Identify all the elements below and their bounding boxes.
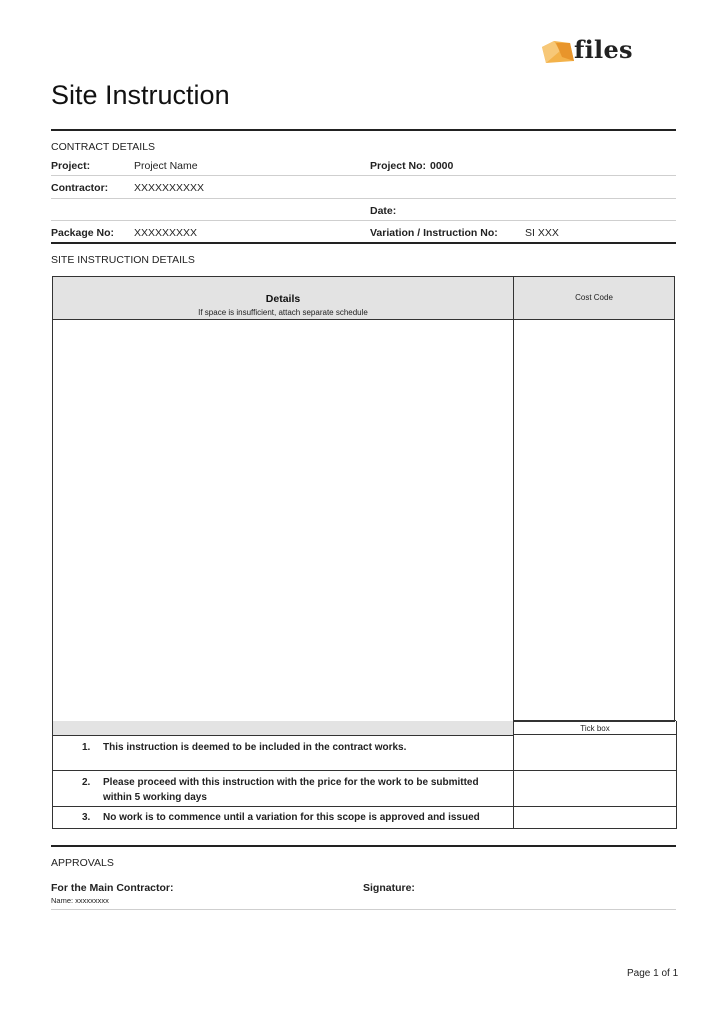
tick-box[interactable] — [514, 736, 676, 771]
main-contractor-label: For the Main Contractor: — [51, 882, 174, 894]
variation-value: SI XXX — [525, 227, 559, 239]
condition-number: 3. — [82, 812, 91, 823]
tick-box-header: Tick box — [580, 724, 610, 733]
divider — [51, 175, 676, 176]
logo-text: files — [574, 35, 633, 64]
details-entry-area[interactable] — [53, 320, 514, 721]
page-number: Page 1 of 1 — [627, 968, 679, 979]
folder-logo-icon — [540, 37, 576, 65]
name-field: Name: xxxxxxxxx — [51, 896, 109, 905]
cost-code-entry-area[interactable] — [514, 320, 674, 721]
conditions-table — [52, 721, 677, 829]
conditions-header-blank — [53, 721, 514, 736]
details-subheader: If space is insufficient, attach separate schedule — [198, 308, 368, 317]
package-label: Package No: — [51, 227, 115, 239]
divider — [51, 845, 676, 847]
project-no-label: Project No: — [370, 160, 427, 172]
variation-label: Variation / Instruction No: — [370, 227, 498, 239]
project-no-value: 0000 — [430, 160, 454, 172]
condition-text: Please proceed with this instruction with the price for the work to be submitted — [103, 777, 479, 788]
cost-code-header-cell — [514, 277, 674, 320]
brand-logo — [540, 35, 650, 67]
condition-row — [53, 807, 514, 828]
details-header: Details — [265, 293, 301, 305]
divider — [51, 220, 676, 221]
contract-details-heading: CONTRACT DETAILS — [51, 141, 156, 153]
details-header-cell — [53, 277, 514, 320]
condition-text: This instruction is deemed to be included in the contract works. — [103, 742, 407, 753]
tick-box[interactable] — [514, 771, 676, 807]
condition-row — [53, 736, 514, 771]
tick-box[interactable] — [514, 807, 676, 828]
instruction-details-heading: SITE INSTRUCTION DETAILS — [51, 254, 195, 266]
condition-text-continued: within 5 working days — [103, 792, 207, 803]
divider — [51, 129, 676, 131]
contractor-value: XXXXXXXXXX — [134, 182, 205, 194]
signature-label: Signature: — [363, 882, 415, 894]
condition-number: 1. — [82, 742, 91, 753]
condition-row — [53, 771, 514, 807]
tick-box-header-cell — [514, 720, 676, 735]
condition-number: 2. — [82, 777, 91, 788]
project-label: Project: — [51, 160, 91, 172]
divider — [51, 909, 676, 910]
condition-text: No work is to commence until a variation for this scope is approved and issued — [103, 812, 480, 823]
cost-code-header: Cost Code — [575, 293, 613, 302]
package-value: XXXXXXXXX — [134, 227, 198, 239]
date-label: Date: — [370, 205, 397, 217]
page-title: Site Instruction — [51, 80, 230, 110]
approvals-heading: APPROVALS — [51, 857, 114, 869]
divider — [51, 198, 676, 199]
details-table — [52, 276, 675, 722]
contractor-label: Contractor: — [51, 182, 109, 194]
divider — [51, 242, 676, 244]
project-value: Project Name — [134, 160, 198, 172]
